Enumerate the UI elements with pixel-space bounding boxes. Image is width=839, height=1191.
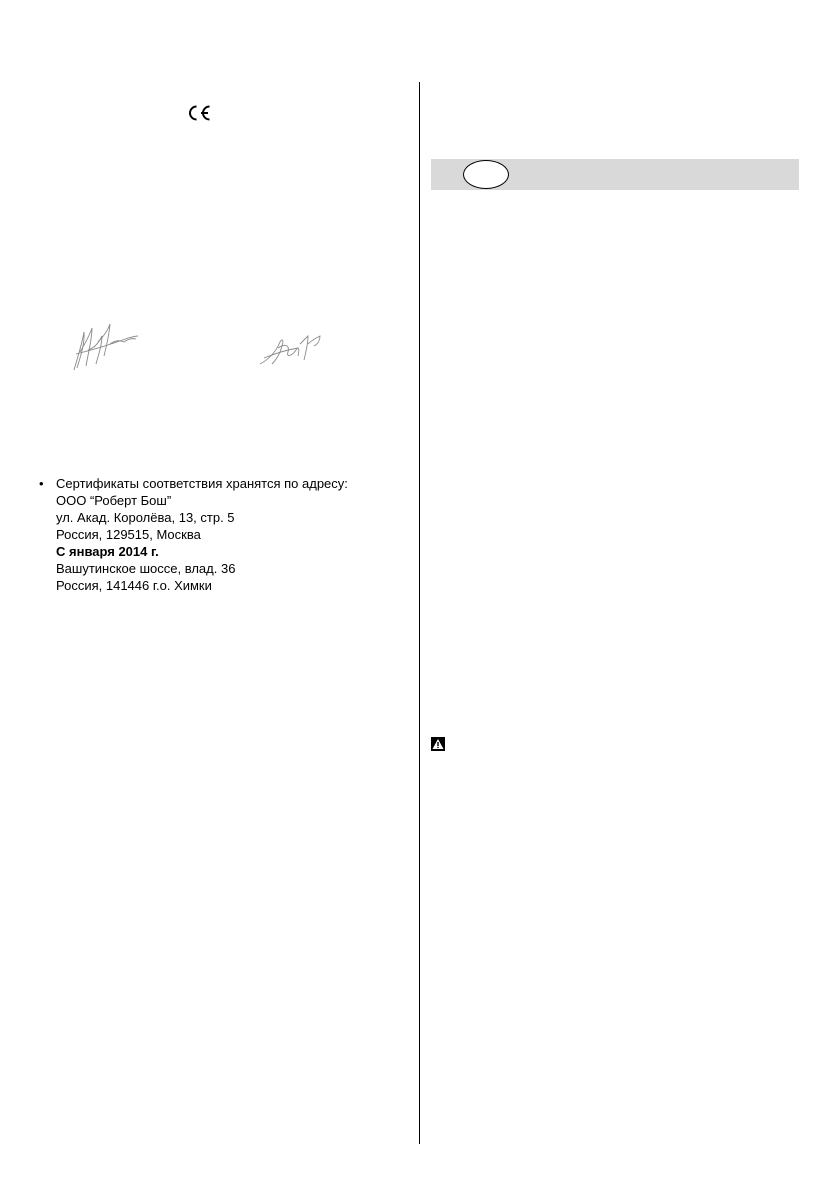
signature-left [68,322,140,372]
language-oval-icon [463,160,509,189]
certificates-block [38,475,398,594]
address-line: ул. Акад. Королёва, 13, стр. 5 [56,510,235,525]
column-divider [419,82,420,1144]
address-line: Россия, 141446 г.о. Химки [56,578,212,593]
warning-triangle-icon [431,737,445,751]
ce-mark-icon [186,104,212,122]
certificates-intro-row [38,475,398,492]
language-section-bar [431,159,799,190]
bullet-icon: • [39,476,44,491]
address-line: Вашутинское шоссе, влад. 36 [56,561,236,576]
address-line: Россия, 129515, Москва [56,527,201,542]
address-line: ООО “Роберт Бош” [56,493,172,508]
signature-right [258,330,324,368]
date-heading: С января 2014 г. [56,544,159,559]
certificates-intro: Сертификаты соответствия хранятся по адресу: [56,476,348,491]
